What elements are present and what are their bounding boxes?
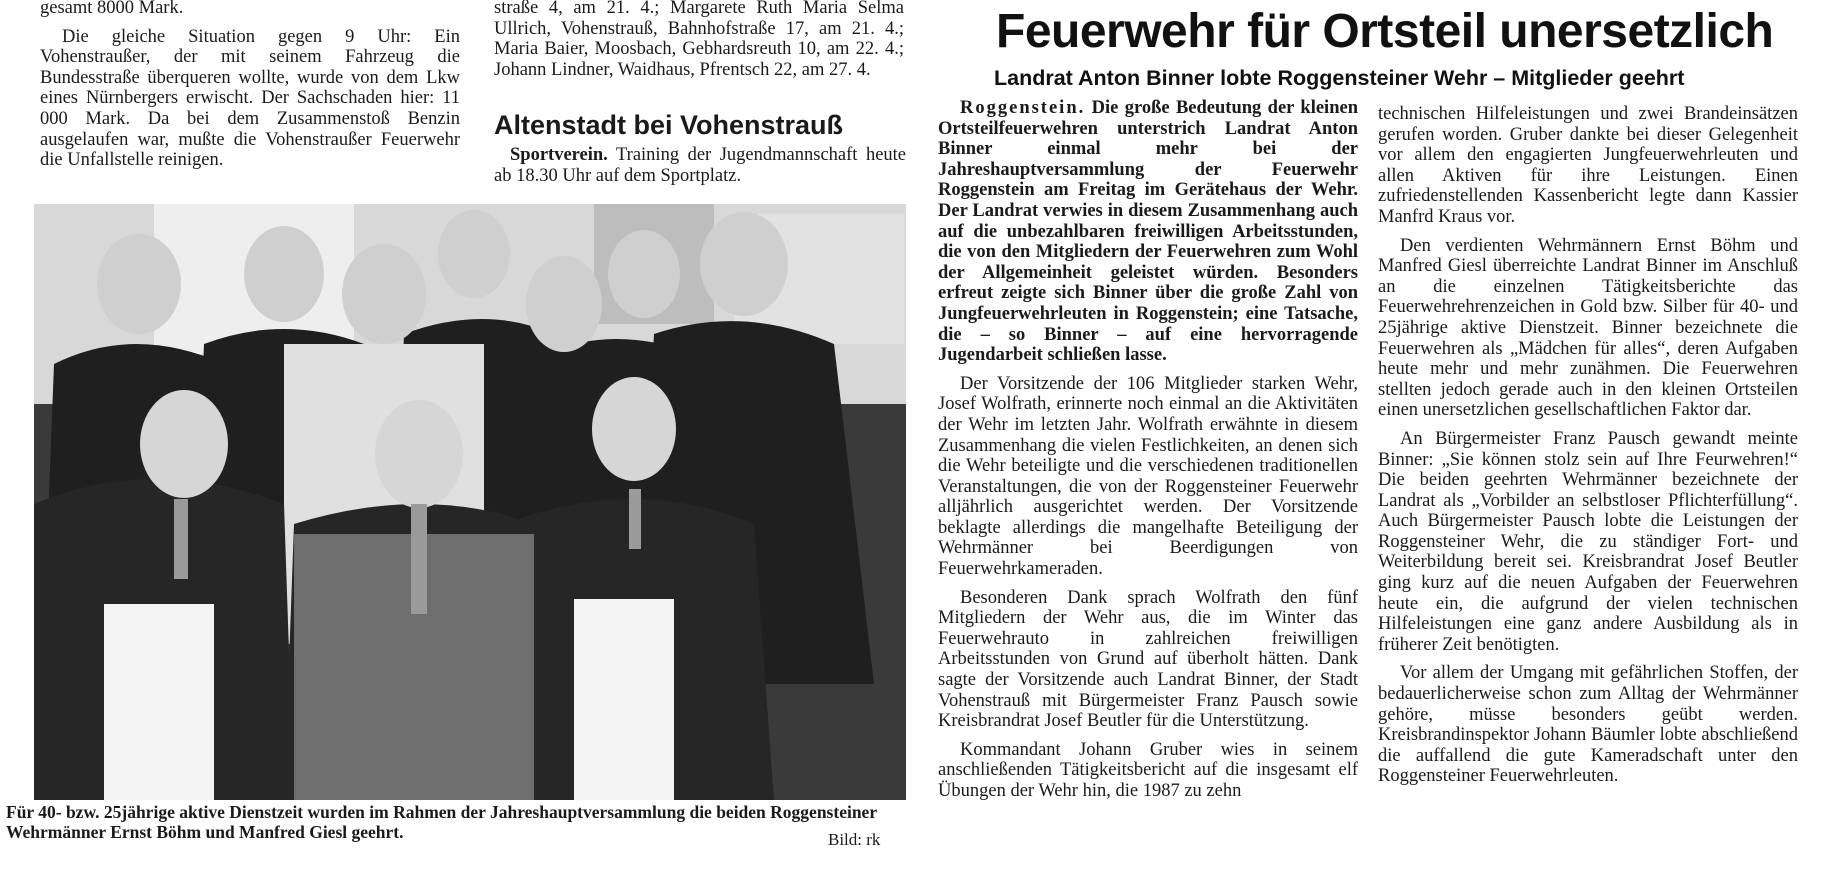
article-paragraph: Vor allem der Umgang mit gefährlichen Stoffen, der bedauerlicherweise schon zum Alltag der Wehrmänner gehöre, müsse besonders geübt werden. Kreisbrandinspektor Johann Bäumler lobte abschließend die auffallend die gute Kameradschaft unter den Roggensteiner Feuerwehrleuten.: [1378, 663, 1798, 787]
middle-fragment: straße 4, am 21. 4.; Margarete Ruth Maria Selma Ullrich, Vohenstrauß, Bahnhofstraße 17, am 21. 4.; Maria Baier, Moosbach, Gebhardsreuth 10, am 22. 4.; Johann Lindner, Waidhaus, Pfrentsch 22, am 27. 4.: [494, 0, 904, 80]
section-heading-altenstadt: Altenstadt bei Vohenstrauß: [494, 110, 844, 140]
photo-caption: Für 40- bzw. 25jährige aktive Dienstzeit wurden im Rahmen der Jahreshauptversammlung die beiden Roggensteiner Wehrmänner Ernst Böhm und Manfred Giesl geehrt.: [6, 802, 877, 842]
article-subheadline: Landrat Anton Binner lobte Roggensteiner Wehr – Mitglieder geehrt: [994, 66, 1685, 90]
group-photo-image: [34, 204, 906, 800]
article-paragraph: An Bürgermeister Franz Pausch gewandt meinte Binner: „Sie können stolz sein auf Ihre Feurwehren!“ Die beiden geehrten Wehrmänner bezeichnete der Landrat als „Vorbilder an selbstloser Pflichterfüllung“. Auch Bürgermeister Pausch lobte die Leistungen der Roggensteiner Wehr, die zu ständiger Fort- und Weiterbildung bereit sei. Kreisbrandrat Josef Beutler ging kurz auf die neuen Aufgaben der Feuerwehren heute ein, die aufgrund der vielen technischen Hilfeleistungen eine ganz andere Ausbildung als in früherer Zeit benötigten.: [1378, 428, 1798, 655]
article-headline: Feuerwehr für Ortsteil unersetzlich: [996, 5, 1774, 58]
article-paragraph: Der Vorsitzende der 106 Mitglieder starken Wehr, Josef Wolfrath, erinnerte noch einmal an die Aktivitäten der Wehr im letzten Jahr. Wolfrath erwähnte in diesem Zusammenhang die vielen Festlichkeiten, an denen sich die Wehr beteiligte und die verschiedenen traditionellen Veranstaltungen, die von der Roggensteiner Feuerwehr alljährlich ausgerichtet werden. Der Vorsitzende beklagte allerdings die mangelhafte Beteiligung der Wehrmänner bei Beerdigungen von Feuerwehrkameraden.: [938, 373, 1358, 580]
article-column-1: [938, 98, 1358, 810]
article-paragraph: Kommandant Johann Gruber wies in seinem anschließenden Tätigkeitsbericht auf die insgesamt elf Übungen der Wehr hin, die 1987 zu zehn: [938, 739, 1358, 801]
photo-credit: Bild: rk: [828, 830, 881, 849]
sportverein-text: Training der Jugendmannschaft heute ab 18.30 Uhr auf dem Sportplatz.: [494, 145, 907, 186]
article-paragraph: Den verdienten Wehrmännern Ernst Böhm und Manfred Giesl überreichte Landrat Binner im Anschluß an die einzelnen Tätigkeitsberichte das Feuerwehrehrenzeichen in Gold bzw. Silber für 40- und 25jährige aktive Dienstzeit. Binner bezeichnete die Feuerwehren als „Mädchen für alles“, deren Aufgaben heute mehr und mehr zunähmen. Die Feuerwehren stellten jedoch gerade auch in den kleinen Ortsteilen einen unersetzlichen gesellschaftlichen Faktor dar.: [1378, 235, 1798, 421]
middle-column-text: [494, 0, 904, 88]
article-paragraph: Besonderen Dank sprach Wolfrath den fünf Mitgliedern der Wehr aus, die im Winter das Feuerwehrauto in zahlreichen freiwilligen Arbeitsstunden von Grund auf überholt hätten. Dank sagte der Vorsitzende auch Landrat Binner, der Stadt Vohenstrauß mit Bürgermeister Franz Pausch sowie Kreisbrandrat Josef Beutler für die Unterstützung.: [938, 587, 1358, 732]
article-column-2: [1378, 104, 1798, 795]
article-lead: Die große Bedeutung der kleinen Ortsteilfeuerwehren unterstrich Landrat Anton Binner einmal mehr bei der Jahreshauptversammlung der Feuerwehr Roggenstein am Freitag im Gerätehaus der Wehr. Der Landrat verwies in diesem Zusammenhang auch auf die unbezahlbaren freiwilligen Arbeitsstunden, die von den Mitgliedern der Feuerwehren zum Wohl der Allgemeinheit geleistet würden. Besonders erfreut zeigte sich Binner über die große Zahl von Jungfeuerwehrleuten in Roggenstein; eine Tatsache, die – so Binner – auf eine hervorragende Jugendarbeit schließen lasse.: [938, 98, 1358, 366]
sportverein-label: Sportverein.: [510, 145, 608, 165]
article-dateline: Roggenstein.: [960, 98, 1086, 118]
sportverein-notice: [494, 145, 906, 194]
article-paragraph: technischen Hilfeleistungen und zwei Brandeinsätzen gerufen worden. Gruber dankte bei dieser Gelegenheit vor allem den engagierten Jungfeuerwehrleuten und allen Aktiven für ihre Leistungen. Einen zufriedenstellenden Kassenbericht legte dann Kassier Manfrd Kraus vor.: [1378, 104, 1798, 227]
left-fragment: gesamt 8000 Mark.: [40, 0, 184, 18]
group-photo: [34, 204, 906, 800]
left-paragraph: Die gleiche Situation gegen 9 Uhr: Ein Vohenstraußer, der mit seinem Fahrzeug die Bundesstraße überqueren wollte, wurde von dem Lkw eines Nürnbergers erwischt. Der Sachschaden hier: 11 000 Mark. Da bei dem Zusammenstoß Benzin ausgelaufen war, mußte die Vohenstraußer Feuerwehr die Unfallstelle reinigen.: [40, 26, 460, 171]
left-column-text: [40, 0, 460, 179]
